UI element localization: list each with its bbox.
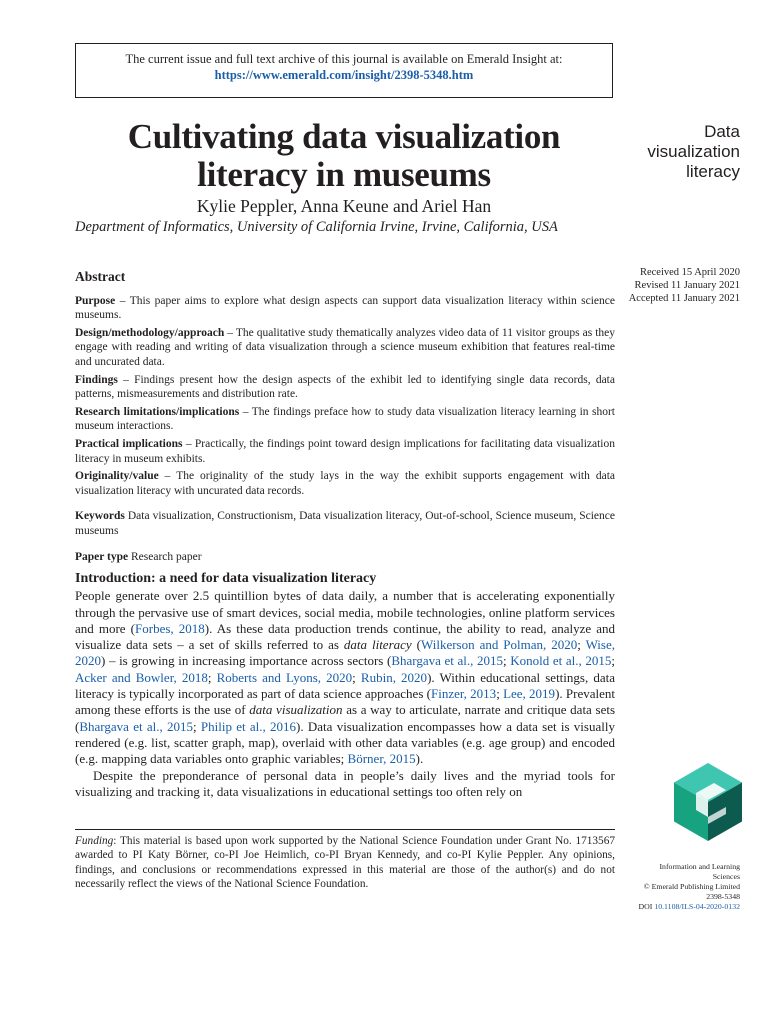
journal-name-line-2: Sciences bbox=[712, 872, 740, 881]
running-title-line-2: visualization bbox=[647, 142, 740, 161]
intro-text: ). Prevalent among these efforts is the use of bbox=[75, 686, 615, 718]
revised-date: Revised 11 January 2021 bbox=[634, 280, 740, 291]
doi-line bbox=[610, 902, 740, 912]
abstract-purpose bbox=[75, 294, 615, 323]
term-data-literacy: data literacy bbox=[343, 637, 412, 653]
intro-text: ). Data visualization encompasses how a data set is visually rendered (e.g. list, scatter graph, map), overlaid with other data variables (e.g. age group) and encoded (e.g. mapping data variables onto graphic variables; bbox=[75, 718, 615, 767]
paper-type-text: Research paper bbox=[128, 550, 202, 563]
abstract-findings bbox=[75, 373, 615, 402]
funding-text: : This material is based upon work supported by the National Science Foundation under Grant No. 1713567 awarded to PI Katy Börner, co-PI Joe Heimlich, co-PI Bryan Kennedy, and co-PI Kylie Peppler. Any opinions, findings, and conclusions or recommendations expressed in this material are those of the author(s) and do not necessarily reflect the views of the National Science Foundation. bbox=[75, 835, 615, 890]
practical-text: – Practically, the findings point toward design implications for facilitating data visualization literacy in museum exhibits. bbox=[75, 437, 615, 465]
citation-link[interactable]: Bhargava et al., 2015 bbox=[79, 718, 193, 734]
notice-text: The current issue and full text archive of this journal is available on Emerald Insight at: bbox=[125, 52, 563, 66]
citation-link[interactable]: Forbes, 2018 bbox=[135, 620, 205, 636]
author-list: Kylie Peppler, Anna Keune and Ariel Han bbox=[196, 196, 492, 216]
running-title-line-1: Data bbox=[704, 122, 740, 141]
purpose-label: Purpose bbox=[75, 294, 116, 307]
title-line-1: Cultivating data visualization bbox=[127, 117, 561, 156]
citation-link[interactable]: Roberts and Lyons, 2020 bbox=[216, 669, 353, 685]
intro-text: ; bbox=[352, 669, 361, 685]
journal-url-link[interactable]: https://www.emerald.com/insight/2398-5348.htm bbox=[214, 68, 474, 82]
intro-text: ) – is growing in increasing importance across sectors ( bbox=[101, 653, 392, 669]
limitations-text: – The findings preface how to study data visualization literacy learning in short museum interactions. bbox=[75, 405, 616, 433]
intro-text: People generate over 2.5 quintillion bytes of data daily, a number that is accelerating exponentially through the pervasive use of smart devices, social media, mobile technologies, online platform services and more ( bbox=[75, 588, 615, 636]
received-date: Received 15 April 2020 bbox=[639, 267, 740, 278]
abstract-practical bbox=[75, 437, 615, 466]
findings-text: – Findings present how the design aspects of the exhibit led to identifying single data records, data patterns, mismeasurements and distribution rate. bbox=[75, 373, 615, 401]
citation-link[interactable]: Bhargava et al., 2015 bbox=[391, 653, 504, 669]
intro-paragraph-2: Despite the preponderance of personal data in people’s daily lives and the myriad tools for visualizing and tracking it, data visualizations in educational settings too often rely on bbox=[75, 767, 615, 799]
intro-text: ( bbox=[411, 637, 421, 653]
journal-imprint bbox=[610, 862, 740, 912]
abstract-paper-type bbox=[75, 550, 615, 565]
citation-link[interactable]: Acker and Bowler, 2018 bbox=[75, 669, 208, 685]
intro-text: ; bbox=[577, 637, 586, 653]
intro-text: ; bbox=[496, 686, 504, 702]
abstract-originality bbox=[75, 469, 615, 498]
originality-text: – The originality of the study lays in the way the exhibit supports engagement with data visualization literacy with uncurated data records. bbox=[75, 470, 615, 497]
doi-label: DOI bbox=[638, 902, 655, 911]
paper-type-label: Paper type bbox=[75, 550, 129, 563]
intro-paragraph-1 bbox=[75, 588, 615, 767]
running-title-line-3: literacy bbox=[686, 162, 740, 181]
accepted-date: Accepted 11 January 2021 bbox=[628, 293, 740, 304]
journal-logo bbox=[674, 763, 742, 841]
introduction-section bbox=[75, 571, 615, 800]
abstract-section bbox=[75, 270, 615, 567]
issn: 2398-5348 bbox=[706, 892, 740, 901]
intro-text: ; bbox=[503, 653, 511, 669]
abstract-heading: Abstract bbox=[75, 269, 126, 284]
running-title bbox=[630, 122, 740, 182]
journal-access-notice bbox=[75, 43, 613, 98]
funding-label: Funding bbox=[75, 835, 114, 847]
journal-name-line-1: Information and Learning bbox=[659, 862, 740, 871]
keywords-text: Data visualization, Constructionism, Data visualization literacy, Out-of-school, Science museum, Science museums bbox=[75, 510, 615, 537]
practical-label: Practical implications bbox=[75, 437, 183, 450]
findings-label: Findings bbox=[75, 373, 118, 386]
citation-link[interactable]: Wise, 2020 bbox=[75, 637, 616, 669]
article-title bbox=[75, 118, 613, 194]
citation-link[interactable]: Wilkerson and Polman, 2020 bbox=[420, 637, 578, 653]
design-text: – The qualitative study thematically analyzes video data of 11 visitor groups as they engage with reading and writing of data visualization through a science museum exhibition that features real-time and uncurated data. bbox=[75, 326, 615, 368]
abstract-design bbox=[75, 326, 615, 370]
footnote-divider bbox=[75, 829, 615, 830]
term-data-visualization: data visualization bbox=[249, 702, 343, 718]
intro-text: ). Within educational settings, data literacy is typically incorporated as part of data science approaches ( bbox=[75, 669, 615, 702]
citation-link[interactable]: Lee, 2019 bbox=[503, 686, 556, 702]
article-dates bbox=[610, 266, 740, 305]
intro-text: ; bbox=[207, 669, 217, 685]
citation-link[interactable]: Börner, 2015 bbox=[347, 751, 416, 767]
intro-text: ). bbox=[415, 751, 424, 767]
originality-label: Originality/value bbox=[75, 470, 159, 483]
doi-link[interactable]: 10.1108/ILS-04-2020-0132 bbox=[654, 902, 740, 911]
publisher-copyright: © Emerald Publishing Limited bbox=[643, 882, 740, 891]
abstract-keywords bbox=[75, 509, 615, 538]
limitations-label: Research limitations/implications bbox=[75, 405, 240, 418]
title-line-2: literacy in museums bbox=[197, 155, 491, 194]
journal-logo-icon bbox=[674, 763, 742, 841]
funding-footnote bbox=[75, 834, 615, 891]
intro-text: ). As these data production trends continue, the ability to read, analyze and visualize data sets – a set of skills referred to as bbox=[75, 620, 616, 653]
keywords-label: Keywords bbox=[75, 510, 125, 523]
citation-link[interactable]: Philip et al., 2016 bbox=[200, 718, 297, 734]
design-label: Design/methodology/approach bbox=[75, 326, 225, 339]
introduction-heading: Introduction: a need for data visualization literacy bbox=[75, 571, 377, 586]
purpose-text: – This paper aims to explore what design aspects can support data visualization literacy within science museums. bbox=[75, 294, 615, 322]
citation-link[interactable]: Rubin, 2020 bbox=[360, 669, 428, 685]
abstract-limitations bbox=[75, 405, 615, 434]
intro-text: ; bbox=[611, 653, 615, 669]
citation-link[interactable]: Konold et al., 2015 bbox=[510, 653, 612, 669]
citation-link[interactable]: Finzer, 2013 bbox=[430, 686, 497, 702]
affiliation: Department of Informatics, University of California Irvine, Irvine, California, USA bbox=[75, 219, 558, 235]
intro-text: as a way to articulate, narrate and critique data sets ( bbox=[75, 702, 616, 734]
intro-text: ; bbox=[193, 718, 201, 734]
